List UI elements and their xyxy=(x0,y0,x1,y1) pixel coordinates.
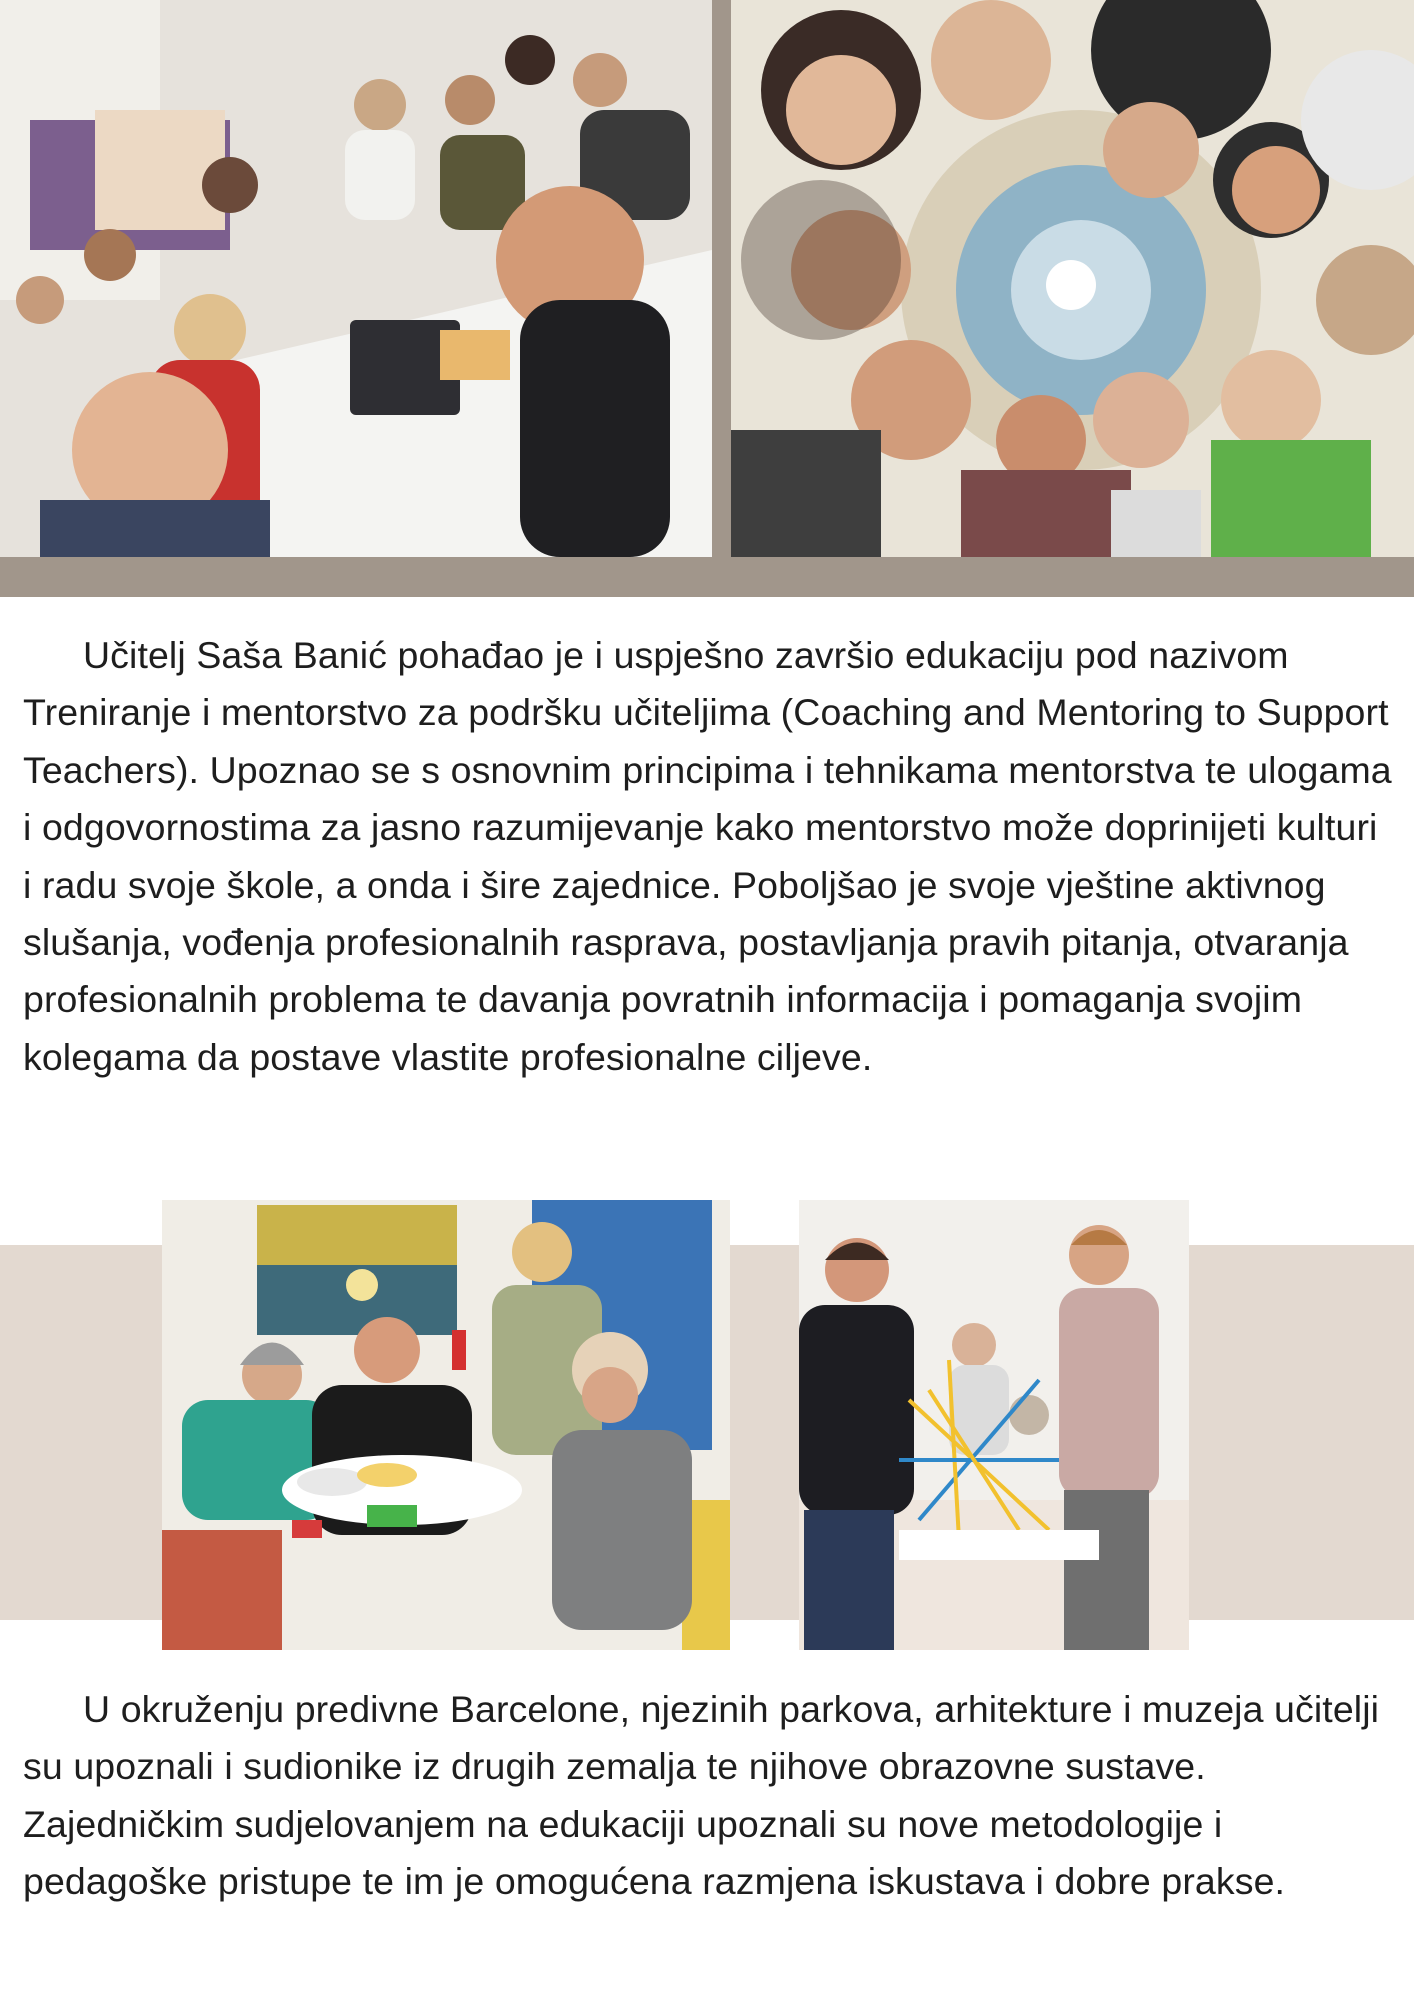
workshop-table-selfie xyxy=(0,0,712,557)
lego-activity-photo xyxy=(162,1200,730,1650)
paragraph-training: Učitelj Saša Banić pohađao je i uspješno završio edukaciju pod nazivom Treniranje i mentorstvo za podršku učiteljima (Coaching and Mentoring to Support Teachers). Upoznao se s osnovnim principima i tehnikama mentorstva te ulogama i odgovornostima za jasno razumijevanje kako mentorstvo može doprinijeti kulturi i radu svoje škole, a onda i šire zajednice. Poboljšao je svoje vještine aktivnog slušanja, vođenja profesionalnih rasprava, postavljanja pravih pitanja, otvaranja profesionalnih problema te davanja povratnih informacija i pomaganja svojim kolegama da postave vlastite profesionalne ciljeve. xyxy=(23,634,1392,1078)
paragraph-barcelona: U okruženju predivne Barcelone, njezinih parkova, arhitekture i muzeja učitelji su upoznali i sudionike iz drugih zemalja te njihove obrazovne sustave. Zajedničkim sudjelovanjem na edukaciji upoznali su nove metodologije i pedagoške pristupe te im je omogućena razmjena iskustava i dobre prakse. xyxy=(23,1688,1380,1903)
construction-activity-photo xyxy=(799,1200,1189,1650)
group-under-dome-selfie xyxy=(731,0,1414,557)
